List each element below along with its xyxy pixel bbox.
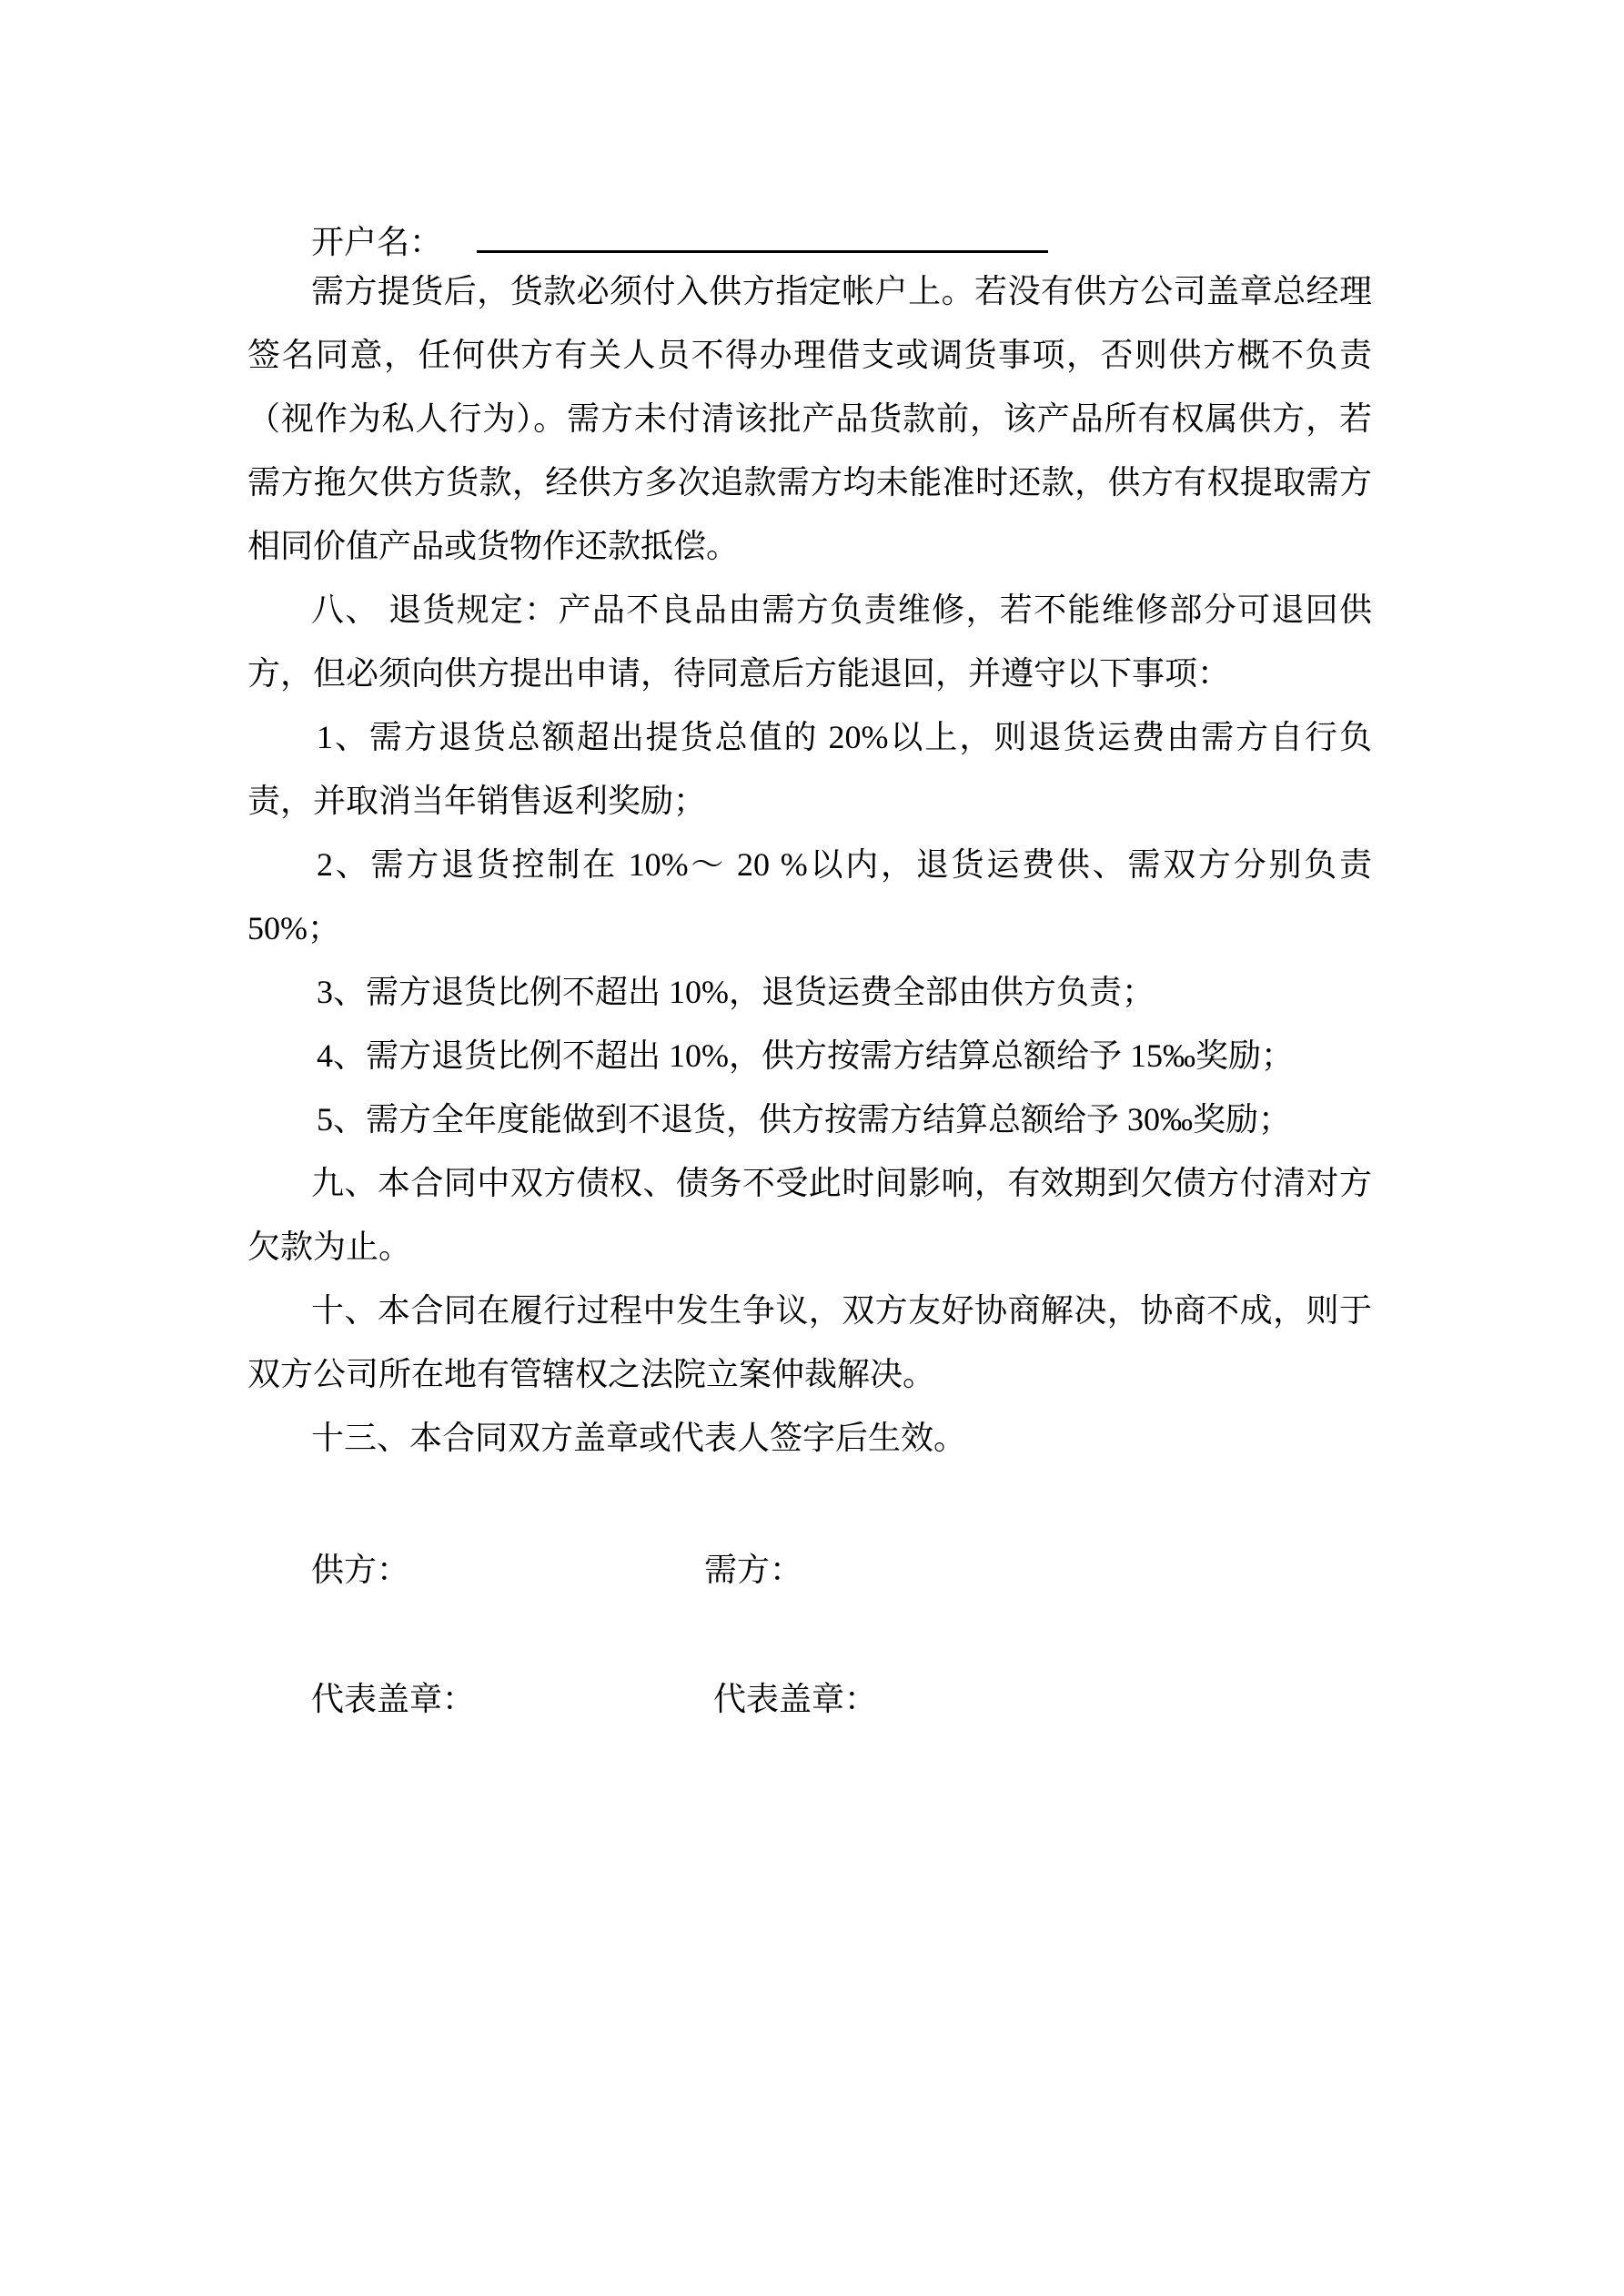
clause-9-debts: 九、本合同中双方债权、债务不受此时间影响，有效期到欠债方付清对方欠款为止。: [247, 1165, 1372, 1265]
return-policy-item-5: 5、需方全年度能做到不退货，供方按需方结算总额给予 30‰奖励；: [317, 1101, 1292, 1138]
account-name-blank-line: [477, 224, 1048, 253]
buyer-signature-label: 需方：: [704, 1552, 803, 1588]
account-name-label: 开户名：: [311, 224, 443, 260]
return-policy-item-4: 4、需方退货比例不超出 10%，供方按需方结算总额给予 15‰奖励；: [317, 1037, 1294, 1074]
clause-10-disputes: 十、本合同在履行过程中发生争议，双方友好协商解决，协商不成，则于双方公司所在地有管辖权之法院立案仲裁解决。: [247, 1292, 1372, 1392]
buyer-seal-label: 代表盖章：: [713, 1681, 878, 1717]
return-policy-item-3: 3、需方退货比例不超出 10%，退货运费全部由供方负责；: [317, 974, 1155, 1010]
supplier-signature-label: 供方：: [311, 1552, 410, 1588]
paragraph-payment-terms: 需方提货后，货款必须付入供方指定帐户上。若没有供方公司盖章总经理签名同意，任何供方有关人员不得办理借支或调货事项，否则供方概不负责（视作为私人行为）。需方未付清该批产品货款前，该产品所有权属供方，若需方拖欠供方货款，经供方多次追款需方均未能准时还款，供方有权提取需方相同价值产品或货物作还款抵偿。: [247, 273, 1372, 564]
return-policy-item-2: 2、需方退货控制在 10%～ 20 %以内，退货运费供、需双方分别负责 50%；: [247, 846, 1372, 946]
clause-13-effectiveness: 十三、本合同双方盖章或代表人签字后生效。: [311, 1420, 967, 1456]
supplier-seal-label: 代表盖章：: [311, 1681, 476, 1717]
contract-body: [247, 259, 1372, 1470]
clause-8-return-policy: 八、 退货规定：产品不良品由需方负责维修，若不能维修部分可退回供方，但必须向供方提出申请，待同意后方能退回，并遵守以下事项：: [247, 592, 1372, 692]
return-policy-item-1: 1、需方退货总额超出提货总值的 20%以上，则退货运费由需方自行负责，并取消当年销售返利奖励；: [247, 719, 1372, 819]
